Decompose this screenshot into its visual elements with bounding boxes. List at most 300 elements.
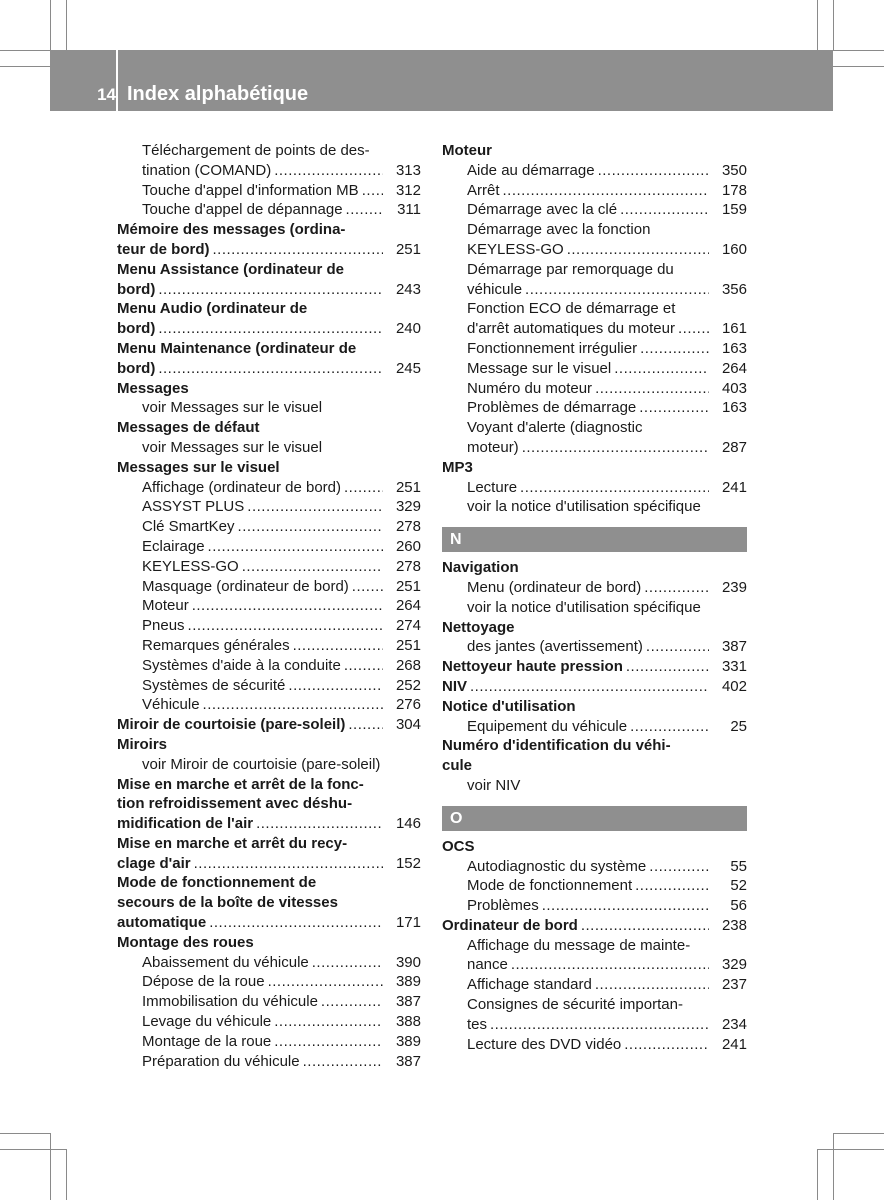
entry-label: MP3	[442, 458, 473, 476]
dot-leader	[341, 478, 383, 498]
page-reference	[383, 794, 421, 814]
index-subentry	[442, 857, 747, 877]
entry-label: Messages	[117, 379, 189, 397]
entry-label: Affichage du message de mainte-	[467, 936, 691, 954]
dot-leader	[564, 240, 709, 260]
dot-leader	[487, 1015, 709, 1035]
dot-leader	[271, 161, 383, 181]
index-entry	[442, 916, 747, 936]
index-entry	[442, 458, 747, 478]
index-entry	[117, 794, 421, 814]
page-reference: 387	[721, 638, 747, 656]
entry-label: clage d'air	[117, 854, 191, 872]
page-reference: 274	[395, 617, 421, 635]
entry-label: Démarrage avec la clé	[467, 201, 618, 219]
index-subentry	[117, 1032, 421, 1052]
entry-label: Mode de fonctionnement	[467, 877, 633, 895]
page-reference: 238	[721, 916, 747, 934]
index-subentry	[117, 200, 421, 220]
index-subentry	[442, 896, 747, 916]
index-subentry	[117, 656, 421, 676]
index-entry	[117, 418, 421, 438]
index-entry	[117, 240, 421, 260]
dot-leader	[185, 616, 383, 636]
entry-label: Navigation	[442, 559, 519, 577]
page-reference: 329	[721, 956, 747, 974]
index-entry	[117, 735, 421, 755]
entry-label: voir la notice d'utilisation spécifique	[467, 498, 701, 516]
entry-label: Moteur	[142, 597, 189, 615]
page-reference	[383, 775, 421, 795]
index-subentry	[117, 181, 421, 201]
index-entry	[117, 280, 421, 300]
entry-label: Moteur	[442, 142, 492, 159]
page-reference	[709, 418, 747, 438]
dot-leader	[522, 280, 709, 300]
crop-mark	[0, 50, 50, 51]
index-entry	[117, 913, 421, 933]
dot-leader	[617, 200, 709, 220]
crop-mark	[817, 0, 818, 50]
page-reference: 390	[395, 953, 421, 971]
index-entry	[117, 775, 421, 795]
page-reference: 160	[721, 240, 747, 258]
index-entry	[117, 260, 421, 280]
entry-label: Dépose de la roue	[142, 973, 265, 991]
page-reference: 278	[395, 557, 421, 575]
index-entry	[117, 834, 421, 854]
index-subentry	[442, 260, 747, 280]
entry-label: Démarrage par remorquage du	[467, 260, 674, 278]
entry-label: Fonction ECO de démarrage et	[467, 300, 676, 318]
page-reference	[709, 776, 747, 796]
index-subentry	[442, 200, 747, 220]
entry-label: Notice d'utilisation	[442, 697, 576, 715]
index-subentry	[117, 577, 421, 597]
page-reference: 251	[395, 478, 421, 496]
crop-mark	[66, 1149, 67, 1200]
index-entry	[442, 756, 747, 776]
entry-label: Ordinateur de bord	[442, 916, 578, 934]
dot-leader	[290, 636, 383, 656]
crop-mark	[833, 50, 884, 51]
index-subentry	[117, 478, 421, 498]
entry-label: secours de la boîte de vitesses	[117, 894, 338, 912]
page-reference: 278	[395, 518, 421, 536]
dot-leader	[539, 896, 709, 916]
dot-leader	[675, 319, 709, 339]
dot-leader	[641, 578, 709, 598]
entry-label: Arrêt	[467, 181, 500, 199]
dot-leader	[519, 438, 709, 458]
index-subentry	[117, 695, 421, 715]
dot-leader	[636, 398, 709, 418]
entry-label: Affichage standard	[467, 976, 592, 994]
entry-label: moteur)	[467, 438, 519, 456]
section-letter-bar: O	[442, 806, 747, 831]
page-header	[50, 50, 833, 111]
page-title: Index alphabétique	[127, 83, 309, 105]
index-subentry	[442, 975, 747, 995]
entry-label: tion refroidissement avec déshu-	[117, 795, 353, 813]
page-reference	[709, 736, 747, 756]
dot-leader	[621, 1035, 709, 1055]
index-subentry	[442, 299, 747, 319]
entry-label: voir Miroir de courtoisie (pare-soleil)	[142, 755, 381, 773]
page-reference	[383, 893, 421, 913]
entry-label: KEYLESS-GO	[467, 240, 564, 258]
page-reference	[709, 299, 747, 319]
page-reference: 387	[395, 993, 421, 1011]
page-number: 14	[97, 85, 116, 104]
entry-label: Remarques générales	[142, 636, 290, 654]
index-subentry	[442, 478, 747, 498]
index-subentry	[442, 319, 747, 339]
dot-leader	[632, 876, 709, 896]
section-letter-bar: N	[442, 527, 747, 552]
entry-label: Affichage (ordinateur de bord)	[142, 478, 342, 496]
index-entry	[117, 715, 421, 735]
page-reference	[709, 995, 747, 1015]
page-reference	[709, 756, 747, 776]
entry-label: bord)	[117, 359, 156, 377]
index-subentry	[117, 676, 421, 696]
page-reference	[709, 936, 747, 956]
page-reference: 241	[721, 478, 747, 496]
dot-leader	[253, 814, 383, 834]
index-subentry	[117, 398, 421, 418]
page-reference: 237	[721, 976, 747, 994]
index-subentry	[117, 497, 421, 517]
page-reference: 389	[395, 1032, 421, 1050]
dot-leader	[611, 359, 709, 379]
index-subentry	[442, 398, 747, 418]
dot-leader	[155, 280, 383, 300]
entry-label: Téléchargement de points de des-	[142, 142, 370, 159]
dot-leader	[517, 478, 709, 498]
entry-label: Préparation du véhicule	[142, 1052, 300, 1070]
index-entry	[442, 837, 747, 857]
index-subentry	[117, 972, 421, 992]
index-entry	[117, 854, 421, 874]
page-reference: 329	[395, 498, 421, 516]
page-reference	[383, 834, 421, 854]
entry-label: KEYLESS-GO	[142, 557, 239, 575]
crop-mark	[0, 1149, 66, 1150]
entry-label: Pneus	[142, 617, 185, 635]
page-reference: 331	[721, 658, 747, 676]
page-reference	[709, 697, 747, 717]
entry-label: Touche d'appel de dépannage	[142, 201, 343, 219]
page-reference	[383, 141, 421, 161]
index-entry	[117, 814, 421, 834]
page-reference: 264	[395, 597, 421, 615]
page-reference: 251	[395, 577, 421, 595]
entry-label: NIV	[442, 677, 468, 695]
entry-label: Montage de la roue	[142, 1032, 272, 1050]
page-reference	[709, 260, 747, 280]
entry-label: Véhicule	[142, 696, 200, 714]
index-subentry	[442, 280, 747, 300]
dot-leader	[508, 955, 709, 975]
index-entry	[442, 677, 747, 697]
index-subentry	[442, 876, 747, 896]
page-reference: 25	[730, 717, 747, 735]
index-subentry	[442, 161, 747, 181]
dot-leader	[467, 677, 709, 697]
index-entry	[442, 697, 747, 717]
entry-label: Voyant d'alerte (diagnostic	[467, 419, 643, 437]
page-reference: 251	[395, 240, 421, 258]
dot-leader	[155, 319, 383, 339]
dot-leader	[359, 181, 383, 201]
entry-label: Numéro d'identification du véhi-	[442, 737, 671, 755]
dot-leader	[200, 695, 383, 715]
index-subentry	[117, 992, 421, 1012]
page-reference	[383, 418, 421, 438]
index-subentry	[442, 776, 747, 796]
entry-label: Mise en marche et arrêt de la fonc-	[117, 775, 364, 793]
index-entry	[117, 319, 421, 339]
index-subentry	[442, 181, 747, 201]
crop-mark	[0, 66, 50, 67]
index-subentry	[117, 1012, 421, 1032]
index-entry	[442, 558, 747, 578]
page-reference: 388	[395, 1013, 421, 1031]
index-subentry	[442, 379, 747, 399]
dot-leader	[285, 676, 383, 696]
entry-label: des jantes (avertissement)	[467, 638, 643, 656]
page-reference: 161	[721, 320, 747, 338]
entry-label: Menu Maintenance (ordinateur de	[117, 339, 357, 357]
entry-label: Clé SmartKey	[142, 518, 235, 536]
page-reference: 171	[395, 914, 421, 932]
page-reference: 276	[395, 696, 421, 714]
page-reference: 163	[721, 339, 747, 357]
page-reference: 55	[730, 857, 747, 875]
index-subentry	[442, 418, 747, 438]
index-subentry	[117, 141, 421, 161]
dot-leader	[189, 596, 383, 616]
entry-label: Menu (ordinateur de bord)	[467, 578, 642, 596]
entry-label: Equipement du véhicule	[467, 717, 628, 735]
index-subentry	[442, 497, 747, 517]
page-reference	[383, 933, 421, 953]
index-subentry	[442, 955, 747, 975]
index-entry	[117, 893, 421, 913]
entry-label: Montage des roues	[117, 933, 254, 951]
index-subentry	[117, 1052, 421, 1072]
crop-mark	[833, 0, 834, 50]
page-reference: 356	[721, 280, 747, 298]
entry-label: Numéro du moteur	[467, 379, 593, 397]
dot-leader	[646, 857, 709, 877]
index-column-right	[442, 141, 747, 1054]
index-subentry	[442, 936, 747, 956]
page-reference: 389	[395, 973, 421, 991]
dot-leader	[300, 1052, 383, 1072]
index-subentry	[442, 438, 747, 458]
entry-label: Lecture	[467, 478, 518, 496]
page-reference	[383, 458, 421, 478]
index-entry	[117, 873, 421, 893]
entry-label: Fonctionnement irrégulier	[467, 339, 638, 357]
entry-label: voir Messages sur le visuel	[142, 438, 323, 456]
entry-label: Mise en marche et arrêt du recy-	[117, 834, 348, 852]
entry-label: Message sur le visuel	[467, 359, 612, 377]
index-subentry	[117, 755, 421, 775]
dot-leader	[206, 913, 383, 933]
dot-leader	[578, 916, 709, 936]
page-reference	[383, 735, 421, 755]
entry-label: Aide au démarrage	[467, 161, 595, 179]
entry-label: Miroir de courtoisie (pare-soleil)	[117, 716, 346, 734]
page-reference: 159	[721, 201, 747, 219]
entry-label: bord)	[117, 280, 156, 298]
index-subentry	[442, 717, 747, 737]
page-reference: 56	[730, 897, 747, 915]
dot-leader	[271, 1032, 383, 1052]
page-reference: 264	[721, 359, 747, 377]
crop-mark	[817, 1149, 884, 1150]
index-subentry	[442, 598, 747, 618]
index-entry	[117, 458, 421, 478]
index-entry	[117, 339, 421, 359]
dot-leader	[235, 517, 383, 537]
index-subentry	[442, 339, 747, 359]
entry-label: Menu Assistance (ordinateur de	[117, 260, 344, 278]
index-subentry	[117, 537, 421, 557]
entry-label: voir NIV	[467, 776, 521, 794]
index-entry	[117, 359, 421, 379]
entry-label: Touche d'appel d'information MB	[142, 181, 359, 199]
crop-mark	[50, 0, 51, 50]
index-subentry	[117, 953, 421, 973]
index-column-left	[117, 141, 421, 1071]
index-subentry	[442, 240, 747, 260]
entry-label: Menu Audio (ordinateur de	[117, 300, 308, 318]
crop-mark	[833, 1133, 884, 1134]
crop-mark	[833, 66, 884, 67]
entry-label: voir la notice d'utilisation spécifique	[467, 598, 701, 616]
entry-label: Problèmes de démarrage	[467, 399, 637, 417]
page-reference: 234	[721, 1015, 747, 1033]
page-reference: 241	[721, 1035, 747, 1053]
page-reference: 402	[721, 677, 747, 695]
dot-leader	[191, 854, 383, 874]
index-subentry	[442, 995, 747, 1015]
entry-label: Lecture des DVD vidéo	[467, 1035, 622, 1053]
entry-label: Messages sur le visuel	[117, 458, 280, 476]
dot-leader	[318, 992, 383, 1012]
index-entry	[442, 141, 747, 161]
index-subentry	[117, 596, 421, 616]
dot-leader	[592, 975, 709, 995]
index-entry	[442, 736, 747, 756]
crop-mark	[817, 1149, 818, 1200]
entry-label: Mémoire des messages (ordina-	[117, 221, 346, 239]
dot-leader	[271, 1012, 383, 1032]
entry-label: bord)	[117, 320, 156, 338]
dot-leader	[643, 637, 709, 657]
crop-mark	[50, 1133, 51, 1200]
index-subentry	[117, 636, 421, 656]
entry-label: teur de bord)	[117, 240, 210, 258]
page-reference	[383, 339, 421, 359]
page-reference	[709, 497, 747, 517]
index-subentry	[442, 637, 747, 657]
page-reference	[709, 141, 747, 161]
entry-label: tes	[467, 1015, 488, 1033]
dot-leader	[592, 379, 709, 399]
page-reference: 163	[721, 399, 747, 417]
page-reference: 243	[395, 280, 421, 298]
dot-leader	[595, 161, 709, 181]
entry-label: voir Messages sur le visuel	[142, 399, 323, 417]
dot-leader	[309, 953, 383, 973]
index-entry	[117, 379, 421, 399]
index-subentry	[442, 1015, 747, 1035]
index-entry	[442, 657, 747, 677]
entry-label: Nettoyeur haute pression	[442, 658, 623, 676]
dot-leader	[239, 557, 383, 577]
page-reference: 178	[721, 181, 747, 199]
entry-label: midification de l'air	[117, 815, 254, 833]
dot-leader	[343, 200, 383, 220]
page-reference	[383, 220, 421, 240]
dot-leader	[623, 657, 709, 677]
entry-label: véhicule	[467, 280, 523, 298]
dot-leader	[637, 339, 709, 359]
index-entry	[442, 618, 747, 638]
dot-leader	[500, 181, 709, 201]
entry-label: Immobilisation du véhicule	[142, 993, 318, 1011]
entry-label: Messages de défaut	[117, 419, 260, 437]
index-subentry	[117, 517, 421, 537]
page-reference	[709, 220, 747, 240]
page-reference: 239	[721, 578, 747, 596]
page-reference	[709, 598, 747, 618]
entry-label: nance	[467, 956, 508, 974]
entry-label: automatique	[117, 914, 207, 932]
entry-label: Miroirs	[117, 735, 168, 753]
page-reference	[709, 837, 747, 857]
page-reference: 387	[395, 1052, 421, 1070]
page-reference: 304	[395, 716, 421, 734]
page-reference: 260	[395, 537, 421, 555]
page-reference	[709, 458, 747, 478]
page-reference: 251	[395, 636, 421, 654]
entry-label: Nettoyage	[442, 618, 515, 636]
page-reference: 245	[395, 359, 421, 377]
entry-label: Systèmes d'aide à la conduite	[142, 656, 341, 674]
index-subentry	[117, 616, 421, 636]
page-reference	[383, 398, 421, 418]
crop-mark	[833, 1133, 834, 1200]
page-reference: 146	[395, 815, 421, 833]
index-entry	[117, 933, 421, 953]
page-reference	[709, 558, 747, 578]
page-reference: 287	[721, 438, 747, 456]
entry-label: Consignes de sécurité importan-	[467, 996, 683, 1014]
dot-leader	[210, 240, 384, 260]
page-reference: 268	[395, 656, 421, 674]
index-subentry	[442, 578, 747, 598]
entry-label: tination (COMAND)	[142, 161, 272, 179]
crop-mark	[66, 0, 67, 50]
page-reference: 52	[730, 877, 747, 895]
crop-mark	[0, 1133, 51, 1134]
